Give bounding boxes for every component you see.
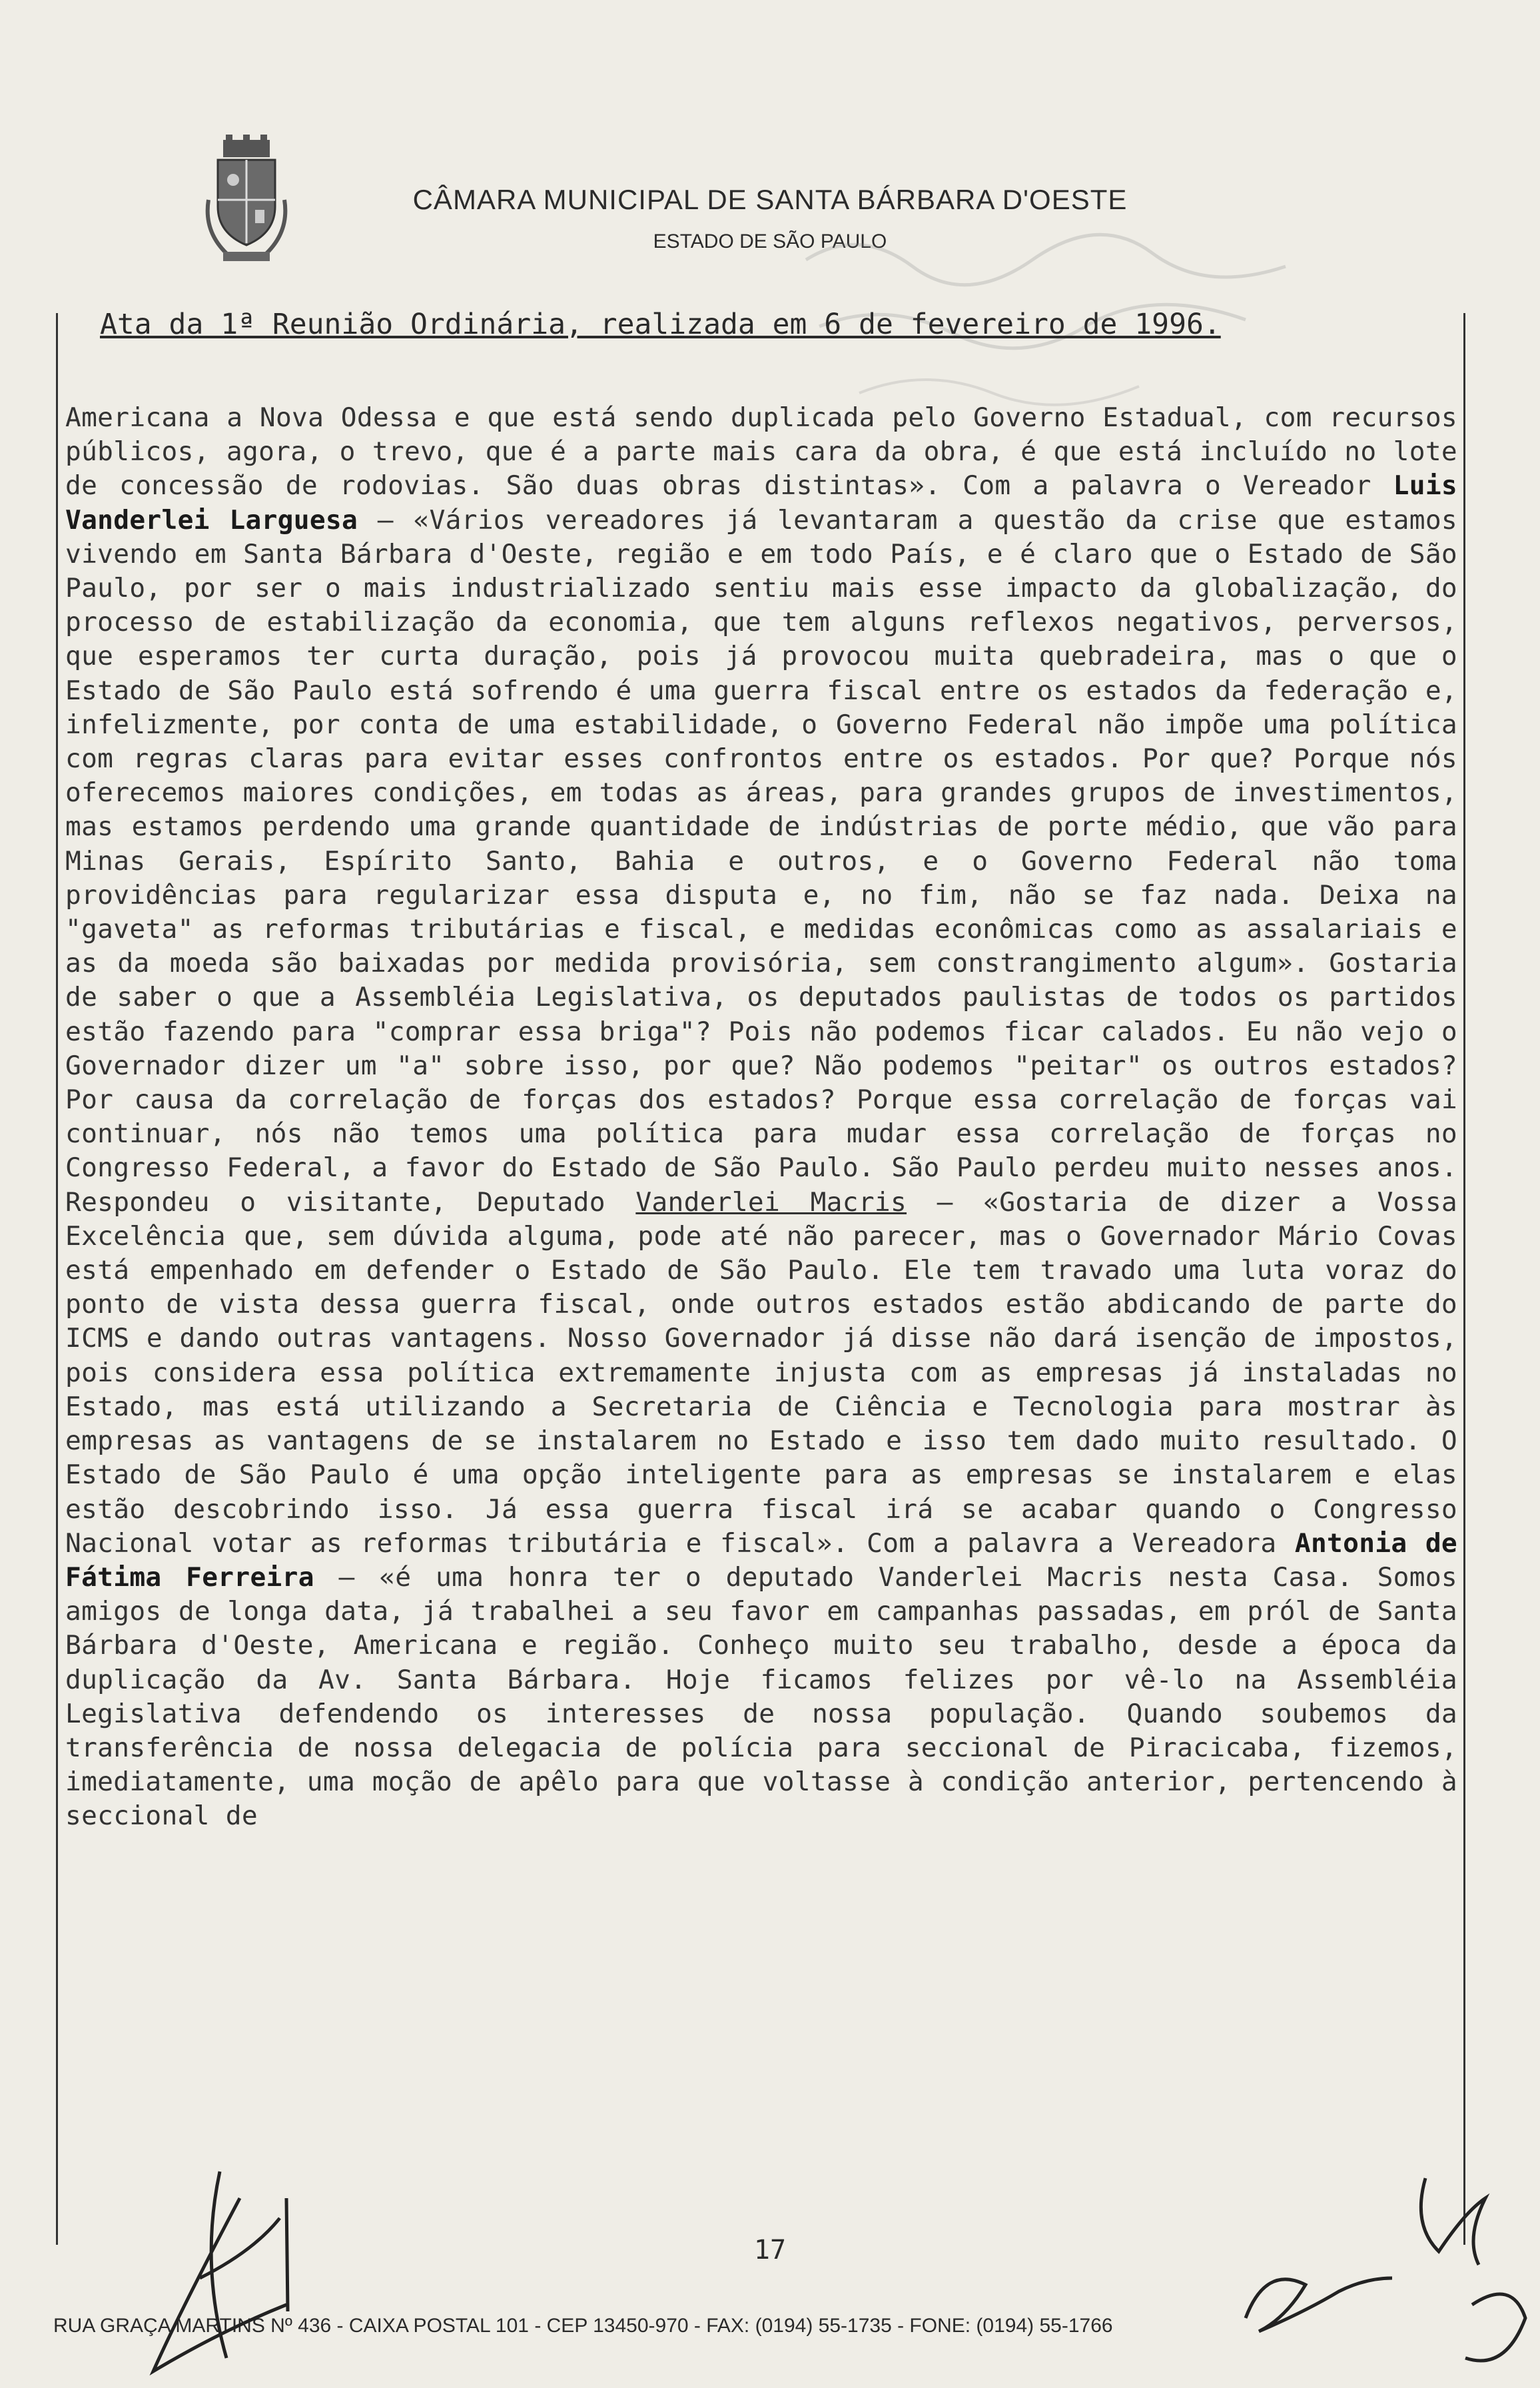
institution-state: ESTADO DE SÃO PAULO <box>653 230 887 252</box>
speaker-name-luis-vanderlei-larguesa: Luis Vanderlei Larguesa <box>65 470 1457 536</box>
speaker-name-antonia-de-fatima-ferreira: Antonia de Fátima Ferreira <box>65 1527 1458 1593</box>
document-body <box>65 401 1457 1834</box>
document-title: Ata da 1ª Reunião Ordinária, realizada em 6 de fevereiro de 1996. <box>100 308 1221 341</box>
body-text-segment: – «Gostaria de dizer a Vossa Excelência que, sem dúvida alguma, pode até não parecer, mas o Governador Mário Covas está empenhado em defender o Estado de São Paulo. Ele tem travado uma luta voraz do ponto de vista dessa guerra fiscal, onde outros estados estão abdicando de parte do ICMS e dando outras vantagens. Nosso Governador já disse não dará isenção de impostos, pois considera essa política extremamente injusta com as empresas já instaladas no Estado, mas está utilizando a Secretaria de Ciência e Tecnologia para mostrar às empresas as vantagens de se instalarem no Estado e isso tem dado muito resultado. O Estado de São Paulo é uma opção inteligente para as empresas se instalarem e elas estão descobrindo isso. Já essa guerra fiscal irá se acabar quando o Congresso Nacional votar as reformas tributária e fiscal». Com a palavra a Vereadora <box>65 1186 1458 1559</box>
body-text-segment: Americana a Nova Odessa e que está sendo duplicada pelo Governo Estadual, com recursos públicos, agora, o trevo, que é a parte mais cara da obra, é que está incluído no lote de concessão de rodovias. São duas obras distintas». Com a palavra o Vereador <box>65 402 1457 502</box>
speaker-name-vanderlei-macris: Vanderlei Macris <box>635 1186 907 1218</box>
institution-name: CÂMARA MUNICIPAL DE SANTA BÁRBARA D'OESTE <box>412 184 1128 215</box>
page-number: 17 <box>753 2235 787 2265</box>
body-text-segment: – «Vários vereadores já levantaram a questão da crise que estamos vivendo em Santa Bárbara d'Oeste, região e em todo País, e é claro que o Estado de São Paulo, por ser o mais industrializado sentiu mais esse impacto da globalização, do processo de estabilização da economia, que tem alguns reflexos negativos, perversos, que esperamos ter curta duração, pois já provocou muita quebradeira, mas o que o Estado de São Paulo está sofrendo é uma guerra fiscal entre os estados da federação e, infelizmente, por conta de uma estabilidade, o Governo Federal não impõe uma política com regras claras para evitar esses confrontos entre os estados. Por que? Porque nós oferecemos maiores condições, em todas as áreas, para grandes grupos de investimentos, mas estamos perdendo uma grande quantidade de indústrias de porte médio, que vão para Minas Gerais, Espírito Santo, Bahia e outros, e o Governo Federal não toma providências para regularizar essa disputa e, no fim, não se faz nada. Deixa na "gaveta" as reformas tributárias e fiscal, e medidas econômicas como as assalariais e as da moeda são baixadas por medida provisória, sem constrangimento algum». Gostaria de saber o que a Assembléia Legislativa, os deputados paulistas de todos os partidos estão fazendo para "comprar essa briga"? Pois não podemos ficar calados. Eu não vejo o Governador dizer um "a" sobre isso, por que? Não podemos "peitar" os outros estados? Por causa da correlação de forças dos estados? Porque essa correlação de forças vai continuar, nós não temos uma política para mudar essa correlação de forças no Congresso Federal, a favor do Estado de São Paulo. São Paulo perdeu muito nesses anos. Respondeu o visitante, Deputado <box>65 504 1457 1218</box>
body-paragraph <box>65 401 1457 1834</box>
footer-address: RUA GRAÇA MARTINS Nº 436 - CAIXA POSTAL 101 - CEP 13450-970 - FAX: (0194) 55-1735 - FONE: (0194) 55-1766 <box>53 2315 1113 2337</box>
body-text-segment: – «é uma honra ter o deputado Vanderlei Macris nesta Casa. Somos amigos de longa data, já trabalhei a seu favor em campanhas passadas, em pról de Santa Bárbara d'Oeste, Americana e região. Conheço muito seu trabalho, desde a época da duplicação da Av. Santa Bárbara. Hoje ficamos felizes por vê-lo na Assembléia Legislativa defendendo os interesses de nossa população. Quando soubemos da transferência de nossa delegacia de polícia para seccional de Piracicaba, fizemos, imediatamente, uma moção de apêlo para que voltasse à condição anterior, pertencendo à seccional de <box>65 1561 1457 1832</box>
